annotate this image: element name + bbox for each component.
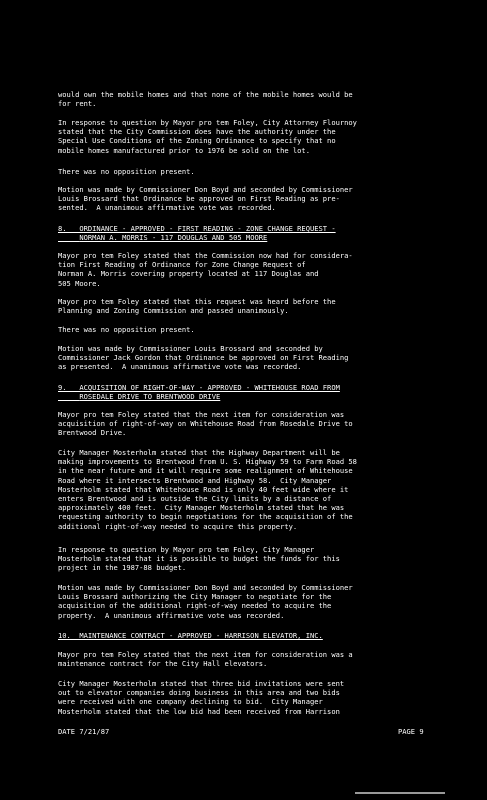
paragraph-right-of-way-intro: Mayor pro tem Foley stated that the next item for consideration was acquisition of right-of-way on Whitehouse Road from Rosedale Drive to Brentwood Drive.: [58, 410, 353, 438]
paragraph-city-attorney-response: In response to question by Mayor pro tem Foley, City Attorney Flournoy stated that the City Commission does have the authority under the Special Use Conditions of the Zoning Ordinance to specify that no mobile homes manufactured prior to 1976 be sold on the lot.: [58, 118, 357, 155]
paragraph-planning-zoning: Mayor pro tem Foley stated that this request was heard before the Planning and Zoning Commission and passed unanimously.: [58, 297, 336, 316]
paragraph-motion-2: Motion was made by Commissioner Louis Brossard and seconded by Commissioner Jack Gordon that Ordinance be approved on First Reading as presented. A unanimous affirmative vote was recorded.: [58, 344, 349, 372]
heading-item-10: 10. MAINTENANCE CONTRACT - APPROVED - HARRISON ELEVATOR, INC.: [58, 631, 323, 640]
footer-date: DATE 7/21/87: [58, 727, 110, 736]
paragraph-motion-1: Motion was made by Commissioner Don Boyd and seconded by Commissioner Louis Brossard that Ordinance be approved on First Reading as pre- sented. A unanimous affirmative vote was recorded.: [58, 185, 353, 213]
paragraph-maintenance-intro: Mayor pro tem Foley stated that the next item for consideration was a maintenance contract for the City Hall elevators.: [58, 650, 353, 669]
scan-edge-mark: [355, 792, 445, 794]
paragraph-no-opposition-2: There was no opposition present.: [58, 325, 195, 334]
footer-page-number: PAGE 9: [398, 727, 424, 736]
paragraph-bid-invitations: City Manager Mosterholm stated that three bid invitations were sent out to elevator companies doing business in this area and two bids were received with one company declining to bid. City Manager Mosterholm stated that the low bid had been received from Harrison: [58, 679, 345, 716]
heading-item-8: 8. ORDINANCE - APPROVED - FIRST READING - ZONE CHANGE REQUEST - NORMAN A. MORRIS - 117 DOUGLAS AND 505 MOORE: [58, 224, 336, 243]
heading-item-9: 9. ACQUISITION OF RIGHT-OF-WAY - APPROVED - WHITEHOUSE ROAD FROM ROSEDALE DRIVE TO BRENTWOOD DRIVE: [58, 383, 340, 402]
paragraph-city-manager-highway: City Manager Mosterholm stated that the Highway Department will be making improvements to Brentwood from U. S. Highway 59 to Farm Road 58 in the near future and it will require some realignment of Whitehouse Road where it intersects Brentwood and Highway 58. City Manager Mosterholm stated that Whitehouse Road is only 40 feet wide where it enters Brentwood and is outside the City limits by a distance of approximately 400 feet. City Manager Mosterholm stated that he was requesting authority to begin negotiations for the acquisition of the additional right-of-way needed to acquire this property.: [58, 448, 357, 531]
paragraph-no-opposition-1: There was no opposition present.: [58, 167, 195, 176]
paragraph-motion-3: Motion was made by Commissioner Don Boyd and seconded by Commissioner Louis Brossard authorizing the City Manager to negotiate for the acquisition of the additional right-of-way needed to acquire the property. A unanimous affirmative vote was recorded.: [58, 583, 353, 620]
paragraph-mobile-homes-rent: would own the mobile homes and that none of the mobile homes would be for rent.: [58, 90, 353, 109]
paragraph-zone-change-intro: Mayor pro tem Foley stated that the Commission now had for considera- tion First Reading of Ordinance for Zone Change Request of Norman A. Morris covering property located at 117 Douglas and 505 Moore.: [58, 251, 353, 288]
paragraph-budget-response: In response to question by Mayor pro tem Foley, City Manager Mosterholm stated that it is possible to budget the funds for this project in the 1987-88 budget.: [58, 545, 340, 573]
